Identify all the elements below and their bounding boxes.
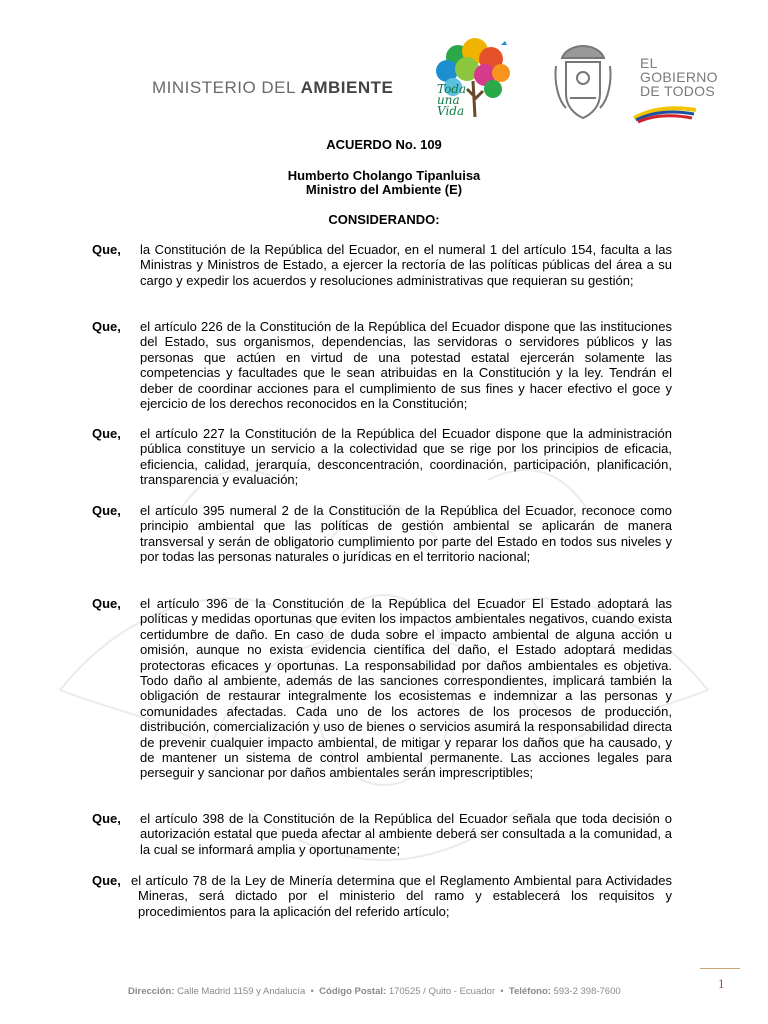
letterhead xyxy=(0,0,768,130)
phone-label: Teléfono: xyxy=(508,986,551,997)
clause-2 xyxy=(92,319,672,411)
clause-text: la Constitución de la República del Ecuador, en el numeral 1 del artículo 154, faculta a las Ministras y Ministros de Estado, a ejercer la rectoría de las políticas públicas del área a su cargo y expedir los acuerdos y resoluciones administrativas que requieran su gestión; xyxy=(140,242,672,288)
clause-text: el artículo 78 de la Ley de Minería determina que el Reglamento Ambiental para Actividades Mineras, será dictado por el ministerio del ramo y establecerá los requisitos y procedimientos para la aplicación del referido artículo; xyxy=(131,873,672,919)
gobierno-de-todos-logo xyxy=(640,56,718,98)
gov-line-3: DE TODOS xyxy=(640,83,716,99)
clause-label: Que, xyxy=(92,596,121,611)
clause-text: el artículo 226 de la Constitución de la República del Ecuador dispone que las instituciones del Estado, sus organismos, dependencias, las servidoras o servidores públicos y las personas que actúen en virtud de una potestad estatal ejercerán solamente las competencias y facultades que le sean atribuidas en la Constitución y la ley. Tendrán el deber de coordinar acciones para el cumplimiento de sus fines y hacer efectivo el goce y ejercicio de los derechos reconocidos en la Constitución; xyxy=(140,319,672,412)
ministry-logo-prefix: MINISTERIO DEL xyxy=(152,78,301,97)
clause-3 xyxy=(92,426,672,488)
clause-label: Que, xyxy=(92,319,121,334)
footer-rule xyxy=(700,968,740,969)
tree-line-1: Toda xyxy=(437,82,467,96)
ministry-logo xyxy=(152,78,393,98)
clause-5 xyxy=(92,596,672,781)
clause-text: el artículo 398 de la Constitución de la República del Ecuador señala que toda decisión o autorización estatal que pueda afectar al ambiente deberá ser consultada a la comunidad, a la cual se informará amplia y oportunamente; xyxy=(140,811,672,857)
toda-una-vida-text xyxy=(437,84,497,117)
clause-4 xyxy=(92,503,672,565)
page-number: 1 xyxy=(718,976,725,991)
address-label: Dirección: xyxy=(128,986,175,997)
clause-label: Que, xyxy=(92,503,121,518)
clause-text: el artículo 396 de la Constitución de la República del Ecuador El Estado adoptará las políticas y medidas oportunas que eviten los impactos ambientales negativos, cuando exista certidumbre de daño. En caso de duda sobre el impacto ambiental de alguna acción u omisión, aunque no exista evidencia científica del daño, el Estado adoptará medidas protectoras eficaces y oportunas. La responsabilidad por daños ambientales es objetiva. Todo daño al ambiente, además de las sanciones correspondientes, implicará también la obligación de restaurar integralmente los ecosistemas e indemnizar a las personas y comunidades afectadas. Cada uno de los actores de los procesos de producción, distribución, comercialización y uso de bienes o servicios asumirá la responsabilidad directa de prevenir cualquier impacto ambiental, de mitigar y reparar los daños que ha causado, y de mantener un sistema de control ambiental permanente. Las acciones legales para perseguir y sancionar por daños ambientales serán imprescriptibles; xyxy=(140,596,672,781)
footer-address: Dirección: Calle Madrid 1159 y Andalucía • Código Postal: 170525 / Quito - Ecuador • Teléfono: 593-2 398-7600 xyxy=(128,986,621,997)
postal-value: 170525 / Quito - Ecuador xyxy=(388,986,495,997)
tree-line-2: una xyxy=(437,93,460,107)
clause-label: Que, xyxy=(92,242,121,257)
address-value: Calle Madrid 1159 y Andalucía xyxy=(177,986,306,997)
clause-label: Que, xyxy=(92,811,121,826)
gov-line-2: GOBIERNO xyxy=(640,69,718,85)
minister-name: Humberto Cholango Tipanluisa xyxy=(287,168,481,183)
clause-label: Que, xyxy=(92,426,121,441)
flag-swoosh-icon xyxy=(630,100,700,124)
tree-line-3: Vida xyxy=(437,104,465,118)
clause-label: Que, xyxy=(92,873,121,888)
ministry-logo-strong: AMBIENTE xyxy=(300,78,394,97)
ecuador-coat-of-arms-icon xyxy=(552,42,614,124)
gov-line-1: EL xyxy=(640,55,658,71)
clause-6 xyxy=(92,811,672,857)
document-title: ACUERDO No. 109 xyxy=(326,137,442,152)
clause-1 xyxy=(92,242,672,288)
postal-label: Código Postal: xyxy=(319,986,387,997)
considerando-heading: CONSIDERANDO: xyxy=(328,212,440,227)
phone-value: 593-2 398-7600 xyxy=(553,986,621,997)
minister-role: Ministro del Ambiente (E) xyxy=(305,182,463,197)
clause-7 xyxy=(92,873,672,919)
clause-text: el artículo 395 numeral 2 de la Constitución de la República del Ecuador, reconoce como principio ambiental que las políticas de gestión ambiental se aplicarán de manera transversal y serán de obligatorio cumplimiento por parte del Estado en todos sus niveles y por todas las personas naturales o jurídicas en el territorio nacional; xyxy=(140,503,672,565)
clause-text: el artículo 227 la Constitución de la República del Ecuador dispone que la administración pública constituye un servicio a la colectividad que se rige por los principios de eficacia, eficiencia, calidad, jerarquía, desconcentración, coordinación, participación, planificación, transparencia y evaluación; xyxy=(140,426,672,488)
